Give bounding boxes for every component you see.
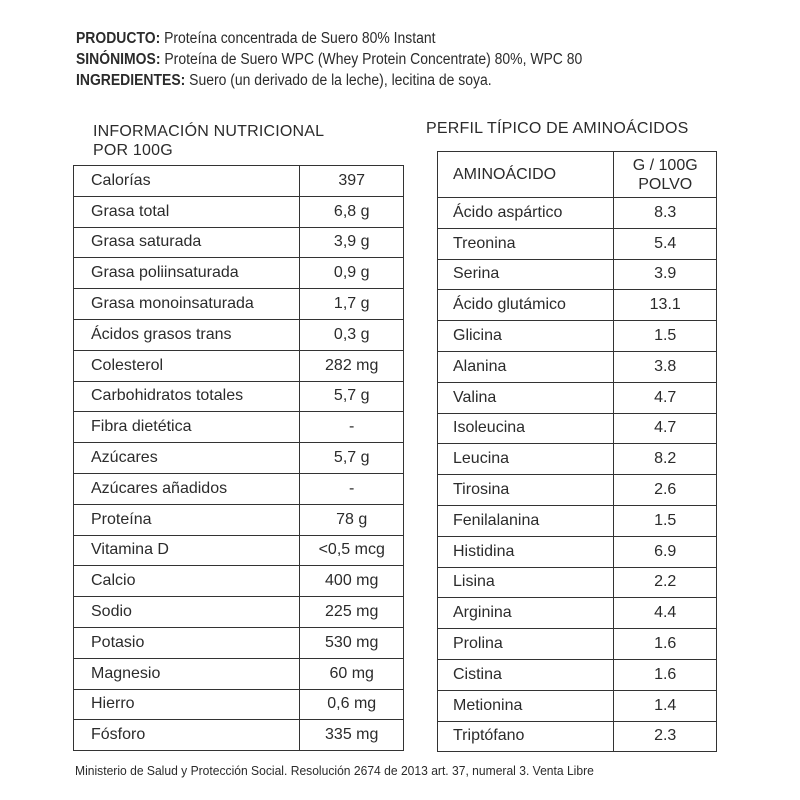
nutrition-name-cell: Potasio [74,627,300,658]
ingredients-line [76,70,706,91]
nutrition-name-cell: Fibra dietética [74,412,300,443]
amino-value-cell: 1.6 [614,629,717,660]
amino-value-cell: 1.6 [614,659,717,690]
amino-row [438,505,717,536]
nutrition-title-line2: POR 100G [93,142,173,159]
amino-name-cell: Cistina [438,659,614,690]
nutrition-row [74,720,404,751]
amino-row [438,321,717,352]
nutrition-row [74,166,404,197]
amino-name-cell: Triptófano [438,721,614,752]
nutrition-name-cell: Calcio [74,566,300,597]
nutrition-value-cell: 0,6 mg [300,689,404,720]
ingredients-label: INGREDIENTES: [76,72,186,89]
amino-row [438,475,717,506]
nutrition-value-cell: - [300,473,404,504]
amino-col-name-header: AMINOÁCIDO [438,152,614,198]
amino-value-cell: 1.4 [614,690,717,721]
amino-value-cell: 8.3 [614,198,717,229]
nutrition-table [73,165,404,751]
amino-name-cell: Lisina [438,567,614,598]
amino-name-cell: Ácido aspártico [438,198,614,229]
amino-row [438,228,717,259]
nutrition-value-cell: 530 mg [300,627,404,658]
nutrition-row [74,504,404,535]
amino-row [438,536,717,567]
amino-name-cell: Alanina [438,351,614,382]
nutrition-value-cell: <0,5 mcg [300,535,404,566]
nutrition-value-cell: 0,3 g [300,319,404,350]
synonyms-label: SINÓNIMOS: [76,51,161,68]
product-label: PRODUCTO: [76,30,161,47]
amino-name-cell: Ácido glutámico [438,290,614,321]
nutrition-row [74,627,404,658]
nutrition-value-cell: 5,7 g [300,381,404,412]
nutrition-row [74,381,404,412]
nutrition-name-cell: Hierro [74,689,300,720]
nutrition-row [74,473,404,504]
ingredients-value: Suero (un derivado de la leche), lecitina de soya. [185,72,492,89]
amino-value-cell: 2.2 [614,567,717,598]
nutrition-row [74,597,404,628]
nutrition-row [74,658,404,689]
amino-row [438,259,717,290]
nutrition-value-cell: 3,9 g [300,227,404,258]
amino-value-cell: 1.5 [614,321,717,352]
nutrition-name-cell: Proteína [74,504,300,535]
nutrition-name-cell: Grasa poliinsaturada [74,258,300,289]
amino-value-cell: 13.1 [614,290,717,321]
nutrition-name-cell: Azúcares [74,443,300,474]
nutrition-name-cell: Grasa monoinsaturada [74,289,300,320]
amino-col-value-header [614,152,717,198]
amino-value-cell: 8.2 [614,444,717,475]
amino-name-cell: Glicina [438,321,614,352]
nutrition-row [74,443,404,474]
nutrition-name-cell: Ácidos grasos trans [74,319,300,350]
amino-name-cell: Serina [438,259,614,290]
nutrition-value-cell: 60 mg [300,658,404,689]
amino-value-cell: 1.5 [614,505,717,536]
amino-value-cell: 5.4 [614,228,717,259]
nutrition-row [74,319,404,350]
nutrition-value-cell: 0,9 g [300,258,404,289]
amino-row [438,413,717,444]
amino-row [438,198,717,229]
nutrition-value-cell: 5,7 g [300,443,404,474]
amino-name-cell: Arginina [438,598,614,629]
nutrition-value-cell: 1,7 g [300,289,404,320]
synonyms-value: Proteína de Suero WPC (Whey Protein Concentrate) 80%, WPC 80 [160,51,583,68]
nutrition-name-cell: Grasa saturada [74,227,300,258]
amino-row [438,721,717,752]
amino-header-row [438,152,717,198]
nutrition-title [93,122,324,160]
nutrition-name-cell: Sodio [74,597,300,628]
amino-row [438,629,717,660]
amino-row [438,690,717,721]
nutrition-value-cell: 397 [300,166,404,197]
amino-value-cell: 3.9 [614,259,717,290]
nutrition-value-cell: 6,8 g [300,196,404,227]
nutrition-row [74,566,404,597]
amino-col-value-line1: G / 100G [632,156,698,174]
amino-value-cell: 4.7 [614,382,717,413]
nutrition-name-cell: Magnesio [74,658,300,689]
amino-name-cell: Leucina [438,444,614,475]
amino-value-cell: 6.9 [614,536,717,567]
amino-title: PERFIL TÍPICO DE AMINOÁCIDOS [426,120,689,137]
nutrition-value-cell: 78 g [300,504,404,535]
amino-value-cell: 2.6 [614,475,717,506]
product-value: Proteína concentrada de Suero 80% Instant [160,30,436,47]
nutrition-value-cell: 400 mg [300,566,404,597]
nutrition-name-cell: Colesterol [74,350,300,381]
product-line [76,28,706,49]
amino-value-cell: 4.4 [614,598,717,629]
footer-note: Ministerio de Salud y Protección Social. Resolución 2674 de 2013 art. 37, numeral 3. Venta Libre [75,763,594,778]
nutrition-title-line1: INFORMACIÓN NUTRICIONAL [93,123,325,140]
amino-row [438,567,717,598]
amino-name-cell: Tirosina [438,475,614,506]
nutrition-name-cell: Calorías [74,166,300,197]
nutrition-name-cell: Grasa total [74,196,300,227]
nutrition-name-cell: Vitamina D [74,535,300,566]
amino-name-cell: Isoleucina [438,413,614,444]
amino-name-cell: Treonina [438,228,614,259]
nutrition-name-cell: Fósforo [74,720,300,751]
nutrition-row [74,689,404,720]
amino-table [437,151,717,752]
amino-value-cell: 2.3 [614,721,717,752]
nutrition-row [74,289,404,320]
amino-name-cell: Valina [438,382,614,413]
amino-row [438,598,717,629]
nutrition-row [74,196,404,227]
amino-row [438,382,717,413]
amino-value-cell: 4.7 [614,413,717,444]
amino-name-cell: Metionina [438,690,614,721]
product-header [76,28,776,91]
nutrition-value-cell: 335 mg [300,720,404,751]
amino-name-cell: Fenilalanina [438,505,614,536]
amino-row [438,351,717,382]
amino-name-cell: Histidina [438,536,614,567]
synonyms-line [76,49,706,70]
amino-value-cell: 3.8 [614,351,717,382]
nutrition-row [74,535,404,566]
amino-name-cell: Prolina [438,629,614,660]
amino-row [438,444,717,475]
nutrition-value-cell: - [300,412,404,443]
nutrition-row [74,412,404,443]
amino-row [438,290,717,321]
nutrition-name-cell: Azúcares añadidos [74,473,300,504]
nutrition-value-cell: 225 mg [300,597,404,628]
nutrition-value-cell: 282 mg [300,350,404,381]
nutrition-name-cell: Carbohidratos totales [74,381,300,412]
nutrition-row [74,258,404,289]
nutrition-row [74,350,404,381]
amino-col-value-line2: POLVO [638,175,693,193]
amino-row [438,659,717,690]
nutrition-row [74,227,404,258]
